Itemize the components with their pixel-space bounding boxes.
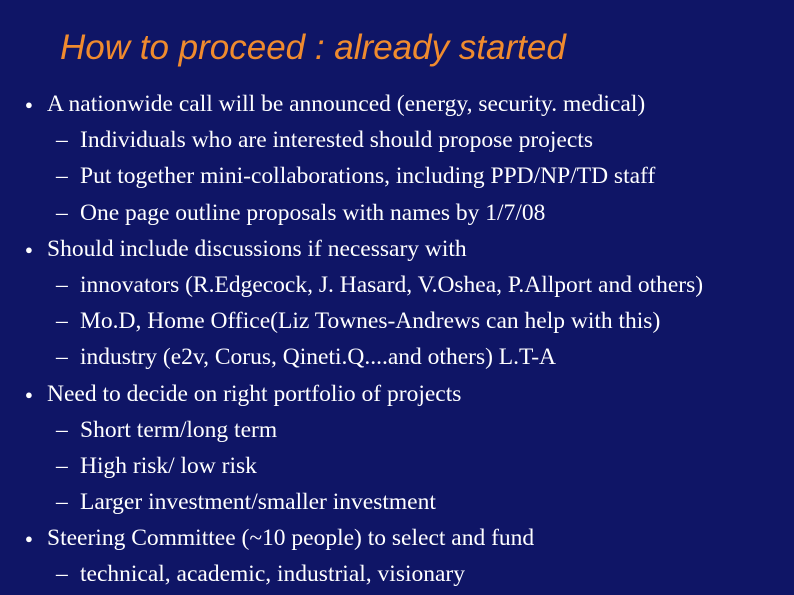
sub-bullet-text: Larger investment/smaller investment (80, 489, 436, 516)
sub-bullet-item (0, 339, 794, 375)
sub-bullet-text: Individuals who are interested should propose projects (80, 127, 593, 154)
sub-bullet-text: One page outline proposals with names by 1/7/08 (80, 199, 546, 226)
sub-bullet-item (0, 158, 794, 194)
bullet-item (0, 231, 794, 267)
bullet-text: Steering Committee (~10 people) to select and fund (47, 525, 535, 552)
dash-marker: – (56, 344, 68, 371)
sub-bullet-item (0, 267, 794, 303)
dash-marker: – (56, 489, 68, 516)
bullet-marker: ● (25, 97, 33, 112)
bullet-text: A nationwide call will be announced (energy, security. medical) (47, 91, 646, 117)
dash-marker: – (56, 127, 68, 154)
sub-bullet-item (0, 412, 794, 448)
bullet-item (0, 86, 794, 122)
bullet-marker: ● (25, 241, 33, 257)
sub-bullet-item (0, 303, 794, 339)
bullet-item (0, 520, 794, 556)
bullet-marker: ● (25, 531, 33, 547)
slide-title: How to proceed : already started (60, 28, 566, 67)
sub-bullet-item (0, 484, 794, 520)
dash-marker: – (56, 308, 68, 335)
sub-bullet-item (0, 448, 794, 484)
bullet-item (0, 376, 794, 412)
sub-bullet-text: Put together mini-collaborations, including PPD/NP/TD staff (80, 163, 656, 190)
sub-bullet-text: industry (e2v, Corus, Qineti.Q....and others) L.T-A (80, 344, 557, 371)
sub-bullet-text: technical, academic, industrial, visionary (80, 561, 465, 588)
bullet-text: Should include discussions if necessary with (47, 235, 467, 262)
dash-marker: – (56, 452, 68, 479)
dash-marker: – (56, 271, 68, 298)
bullet-marker: ● (25, 386, 33, 402)
slide-body (0, 86, 794, 593)
sub-bullet-item (0, 195, 794, 231)
dash-marker: – (56, 561, 68, 588)
sub-bullet-text: innovators (R.Edgecock, J. Hasard, V.Oshea, P.Allport and others) (80, 271, 704, 298)
sub-bullet-item (0, 556, 794, 592)
sub-bullet-text: High risk/ low risk (80, 452, 257, 479)
dash-marker: – (56, 416, 68, 443)
sub-bullet-text: Short term/long term (80, 416, 278, 443)
dash-marker: – (56, 199, 68, 226)
sub-bullet-item (0, 122, 794, 158)
bullet-text: Need to decide on right portfolio of projects (47, 380, 462, 407)
sub-bullet-text: Mo.D, Home Office(Liz Townes-Andrews can help with this) (80, 308, 661, 335)
dash-marker: – (56, 163, 68, 190)
